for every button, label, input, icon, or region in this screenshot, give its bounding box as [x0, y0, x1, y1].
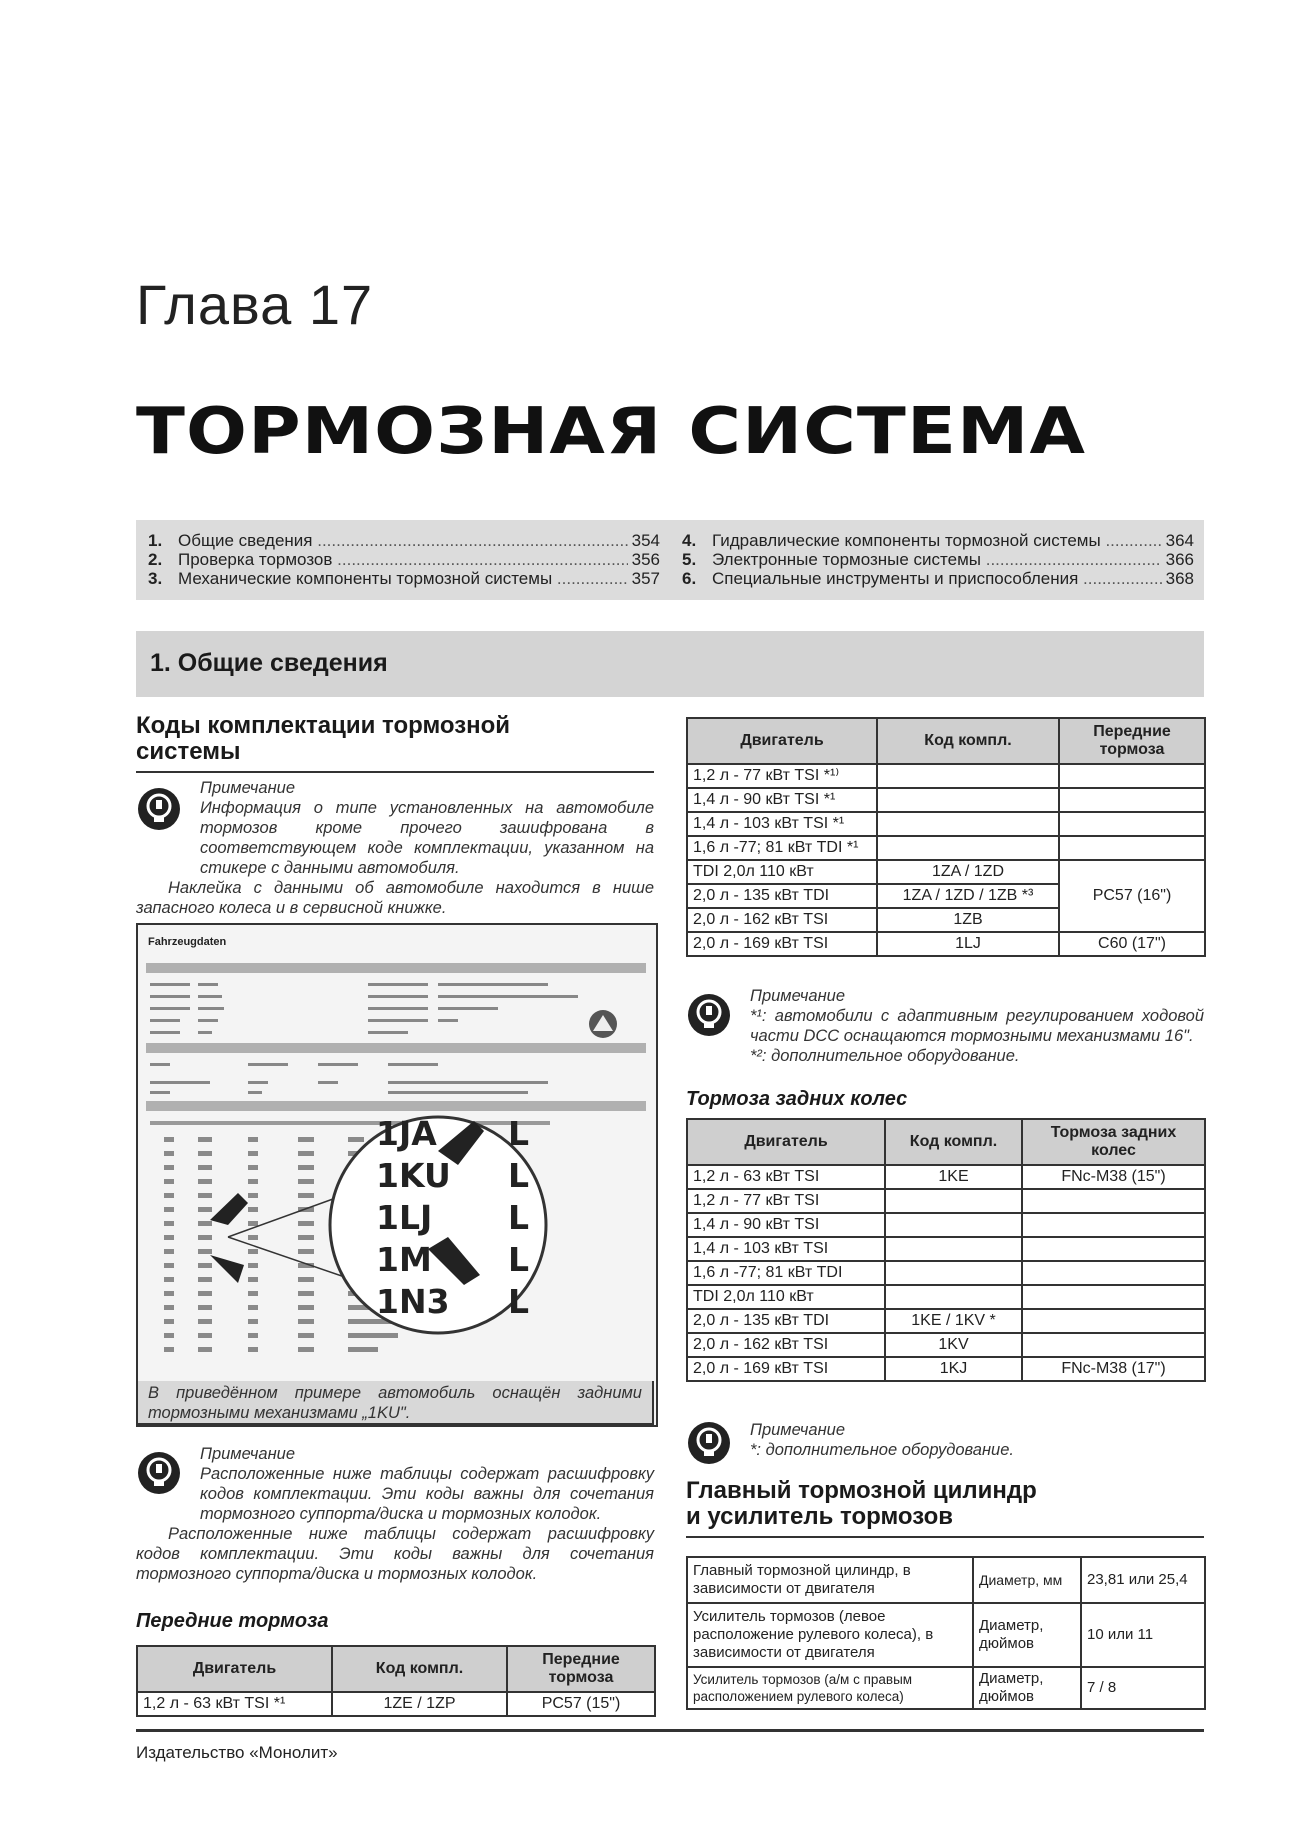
- toc-label: Механические компоненты тормозной системы .....: [178, 569, 628, 588]
- note-label: Примечание: [200, 1445, 296, 1463]
- table-header: Код компл.: [885, 1119, 1022, 1165]
- toc-column-right: [682, 531, 1194, 588]
- table-cell: [1022, 1285, 1205, 1309]
- note-block: [136, 778, 654, 918]
- zoom-code: 1JA: [376, 1114, 437, 1153]
- zoom-code: 1LJ: [376, 1198, 433, 1237]
- heading-line: Главный тормозной цилиндр: [686, 1477, 1037, 1504]
- table-row: [687, 788, 1205, 812]
- table-row: [687, 1603, 1205, 1667]
- toc-number: 6.: [682, 569, 697, 588]
- toc-page: 357: [631, 569, 660, 588]
- note-text: Расположенные ниже таблицы содержат расшифровку кодов комплектации. Эти коды важны для сочетания тормозного суппорта/диска и тормозных колодок.: [200, 1465, 654, 1523]
- table-cell: Главный тормозной цилиндр, в зависимости от двигателя: [687, 1557, 973, 1603]
- note-text: *¹: автомобили с адаптивным регулированием ходовой части DCC оснащаются тормозными механизмами 16".: [750, 1007, 1204, 1045]
- sticker-title: Fahrzeugdaten: [148, 936, 227, 948]
- table-header: Код компл.: [877, 718, 1059, 764]
- table-row: [137, 1692, 655, 1716]
- note-label: Примечание: [750, 987, 846, 1005]
- table-header: Тормоза задних колес: [1022, 1119, 1205, 1165]
- table-row: [687, 1667, 1205, 1709]
- cylinder-table: [686, 1556, 1206, 1710]
- cylinder-heading: [686, 1478, 1204, 1530]
- zoom-letter: L: [508, 1114, 530, 1153]
- table-cell: Диаметр, дюймов: [973, 1667, 1081, 1709]
- table-cell: [885, 1237, 1022, 1261]
- table-cell: [877, 788, 1059, 812]
- table-cell: Диаметр, дюймов: [973, 1603, 1081, 1667]
- toc-item[interactable]: [148, 569, 660, 588]
- footer-rule: [136, 1729, 1204, 1732]
- table-row: [687, 1309, 1205, 1333]
- rear-brakes-heading: Тормоза задних колес: [686, 1088, 908, 1110]
- page-title: ТОРМОЗНАЯ СИСТЕМА: [136, 395, 1087, 469]
- front-brakes-table: [686, 717, 1206, 957]
- toc-label: Общие сведения .....: [178, 531, 628, 550]
- table-cell: 1ZA / 1ZD: [877, 860, 1059, 884]
- table-row: [687, 812, 1205, 836]
- note-label: Примечание: [750, 1421, 846, 1439]
- table-cell: [1059, 812, 1205, 836]
- table-header-row: [687, 1119, 1205, 1165]
- table-cell: Усилитель тормозов (левое расположение рулевого колеса), в зависимости от двигателя: [687, 1603, 973, 1667]
- heading-line: и усилитель тормозов: [686, 1503, 954, 1530]
- table-cell: [877, 764, 1059, 788]
- table-cell: [885, 1213, 1022, 1237]
- toc-label: Электронные тормозные системы .....: [712, 550, 1162, 569]
- toc-item[interactable]: [148, 550, 660, 569]
- toc-label: Гидравлические компоненты тормозной системы .....: [712, 531, 1162, 550]
- table-cell: C60 (17"): [1059, 932, 1205, 956]
- toc-page: 364: [1165, 531, 1194, 550]
- note-text: Наклейка с данными об автомобиле находится в нише запасного колеса и в сервисной книжке.: [136, 879, 654, 917]
- note-text: *²: дополнительное оборудование.: [750, 1047, 1020, 1065]
- table-header: Код компл.: [332, 1646, 507, 1692]
- toc-column-left: [148, 531, 660, 588]
- publisher-footer: Издательство «Монолит»: [136, 1743, 338, 1762]
- table-row: [687, 1189, 1205, 1213]
- toc-number: 5.: [682, 550, 697, 569]
- note-text: *: дополнительное оборудование.: [750, 1441, 1014, 1459]
- table-cell: 2,0 л - 169 кВт TSI: [687, 1357, 885, 1381]
- note-block: [750, 986, 1204, 1066]
- table-cell: [1022, 1213, 1205, 1237]
- table-header: Передние тормоза: [507, 1646, 655, 1692]
- table-header-row: [137, 1646, 655, 1692]
- chapter-number: Глава 17: [136, 273, 374, 336]
- table-header: Двигатель: [687, 718, 877, 764]
- table-cell: 1,6 л -77; 81 кВт TDI *¹: [687, 836, 877, 860]
- table-cell: 2,0 л - 135 кВт TDI: [687, 1309, 885, 1333]
- toc-page: 356: [631, 550, 660, 569]
- table-header: Передние тормоза: [1059, 718, 1205, 764]
- zoom-letter: L: [508, 1198, 530, 1237]
- toc-number: 3.: [148, 569, 163, 588]
- table-row: [687, 1261, 1205, 1285]
- table-cell: [885, 1261, 1022, 1285]
- table-row: [687, 1165, 1205, 1189]
- table-row: [687, 1333, 1205, 1357]
- table-cell: PC57 (15"): [507, 1692, 655, 1716]
- table-row: [687, 1285, 1205, 1309]
- table-cell: 1,2 л - 77 кВт TSI: [687, 1189, 885, 1213]
- table-cell: 10 или 11: [1081, 1603, 1205, 1667]
- note-text: Информация о типе установленных на автомобиле тормозов кроме прочего зашифрована в соответствующем коде комплектации, указанном на стикере с данными автомобиля.: [200, 799, 654, 877]
- cylinder-heading-block: [686, 1478, 1204, 1538]
- table-cell: 23,81 или 25,4: [1081, 1557, 1205, 1603]
- table-cell: 2,0 л - 169 кВт TSI: [687, 932, 877, 956]
- table-header: Двигатель: [137, 1646, 332, 1692]
- table-cell: 1LJ: [877, 932, 1059, 956]
- table-cell: 1,4 л - 103 кВт TSI *¹: [687, 812, 877, 836]
- table-cell: 1,4 л - 90 кВт TSI *¹: [687, 788, 877, 812]
- table-cell: [877, 836, 1059, 860]
- heading-line: Коды комплектации тормозной: [136, 712, 511, 739]
- note-block: [136, 1444, 654, 1584]
- toc-item[interactable]: [682, 550, 1194, 569]
- section-header: [136, 631, 1204, 697]
- table-of-contents: [136, 520, 1204, 600]
- toc-item[interactable]: [148, 531, 660, 550]
- table-cell: 1ZE / 1ZP: [332, 1692, 507, 1716]
- brake-codes-heading: [136, 713, 654, 765]
- left-heading-block: [136, 713, 654, 773]
- toc-number: 4.: [682, 531, 697, 550]
- section-title: 1. Общие сведения: [150, 649, 388, 677]
- table-row: [687, 764, 1205, 788]
- zoom-letter: L: [508, 1282, 530, 1321]
- toc-number: 1.: [148, 531, 163, 550]
- heading-rule: [686, 1536, 1204, 1538]
- table-cell: PC57 (16"): [1059, 860, 1205, 932]
- table-header: Двигатель: [687, 1119, 885, 1165]
- table-cell: [1022, 1261, 1205, 1285]
- zoom-letter: L: [508, 1156, 530, 1195]
- table-cell: [1059, 764, 1205, 788]
- table-row: [687, 860, 1205, 884]
- zoom-code: 1N3: [376, 1282, 450, 1321]
- note-label: Примечание: [200, 779, 296, 797]
- table-cell: 1,2 л - 63 кВт TSI: [687, 1165, 885, 1189]
- table-cell: [1022, 1333, 1205, 1357]
- toc-page: 366: [1165, 550, 1194, 569]
- table-header-row: [687, 718, 1205, 764]
- toc-label: Проверка тормозов .....: [178, 550, 628, 569]
- zoom-letter: L: [508, 1240, 530, 1279]
- table-cell: [877, 812, 1059, 836]
- table-cell: [1022, 1189, 1205, 1213]
- sticker-figure: [136, 923, 658, 1427]
- note-icon: [686, 992, 732, 1043]
- heading-rule: [136, 771, 654, 773]
- table-cell: 1,6 л -77; 81 кВт TDI: [687, 1261, 885, 1285]
- table-cell: 7 / 8: [1081, 1667, 1205, 1709]
- table-cell: 1KJ: [885, 1357, 1022, 1381]
- table-cell: [1059, 836, 1205, 860]
- figure-caption: В приведённом примере автомобиль оснащён задними тормозными механизмами „1KU".: [136, 1381, 654, 1425]
- sticker-image: [138, 925, 656, 1385]
- toc-page: 368: [1165, 569, 1194, 588]
- table-cell: Усилитель тормозов (а/м с правым расположением рулевого колеса): [687, 1667, 973, 1709]
- front-brakes-heading: Передние тормоза: [136, 1610, 329, 1632]
- table-row: [687, 836, 1205, 860]
- table-cell: TDI 2,0л 110 кВт: [687, 1285, 885, 1309]
- table-row: [687, 1557, 1205, 1603]
- table-cell: 2,0 л - 162 кВт TSI: [687, 1333, 885, 1357]
- table-cell: [1022, 1309, 1205, 1333]
- table-row: [687, 1237, 1205, 1261]
- table-cell: 1KE: [885, 1165, 1022, 1189]
- toc-item[interactable]: [682, 569, 1194, 588]
- table-cell: FNc-M38 (15"): [1022, 1165, 1205, 1189]
- table-cell: 1KE / 1KV *: [885, 1309, 1022, 1333]
- front-brakes-table-left: [136, 1645, 656, 1717]
- table-cell: 2,0 л - 162 кВт TSI: [687, 908, 877, 932]
- table-cell: 2,0 л - 135 кВт TDI: [687, 884, 877, 908]
- table-cell: 1,4 л - 103 кВт TSI: [687, 1237, 885, 1261]
- table-cell: FNc-M38 (17"): [1022, 1357, 1205, 1381]
- toc-label: Специальные инструменты и приспособления .....: [712, 569, 1162, 588]
- table-cell: [885, 1189, 1022, 1213]
- note-icon: [686, 1420, 732, 1471]
- toc-page: 354: [631, 531, 660, 550]
- table-cell: 1ZA / 1ZD / 1ZB *³: [877, 884, 1059, 908]
- table-cell: TDI 2,0л 110 кВт: [687, 860, 877, 884]
- table-row: [687, 932, 1205, 956]
- heading-line: системы: [136, 738, 241, 765]
- table-cell: 1KV: [885, 1333, 1022, 1357]
- table-row: [687, 1213, 1205, 1237]
- table-row: [687, 1357, 1205, 1381]
- table-cell: [885, 1285, 1022, 1309]
- toc-number: 2.: [148, 550, 163, 569]
- table-cell: [1022, 1237, 1205, 1261]
- table-cell: Диаметр, мм: [973, 1557, 1081, 1603]
- table-cell: 1,4 л - 90 кВт TSI: [687, 1213, 885, 1237]
- note-text: Расположенные ниже таблицы содержат расшифровку кодов комплектации. Эти коды важны для сочетания тормозного суппорта/диска и тормозных колодок.: [136, 1525, 654, 1583]
- zoom-code: 1M: [376, 1240, 432, 1279]
- rear-brakes-table: [686, 1118, 1206, 1382]
- table-cell: [1059, 788, 1205, 812]
- table-cell: 1,2 л - 63 кВт TSI *¹: [137, 1692, 332, 1716]
- table-cell: 1ZB: [877, 908, 1059, 932]
- toc-item[interactable]: [682, 531, 1194, 550]
- zoom-code: 1KU: [376, 1156, 451, 1195]
- table-cell: 1,2 л - 77 кВт TSI *¹⁾: [687, 764, 877, 788]
- note-block: [750, 1420, 1204, 1460]
